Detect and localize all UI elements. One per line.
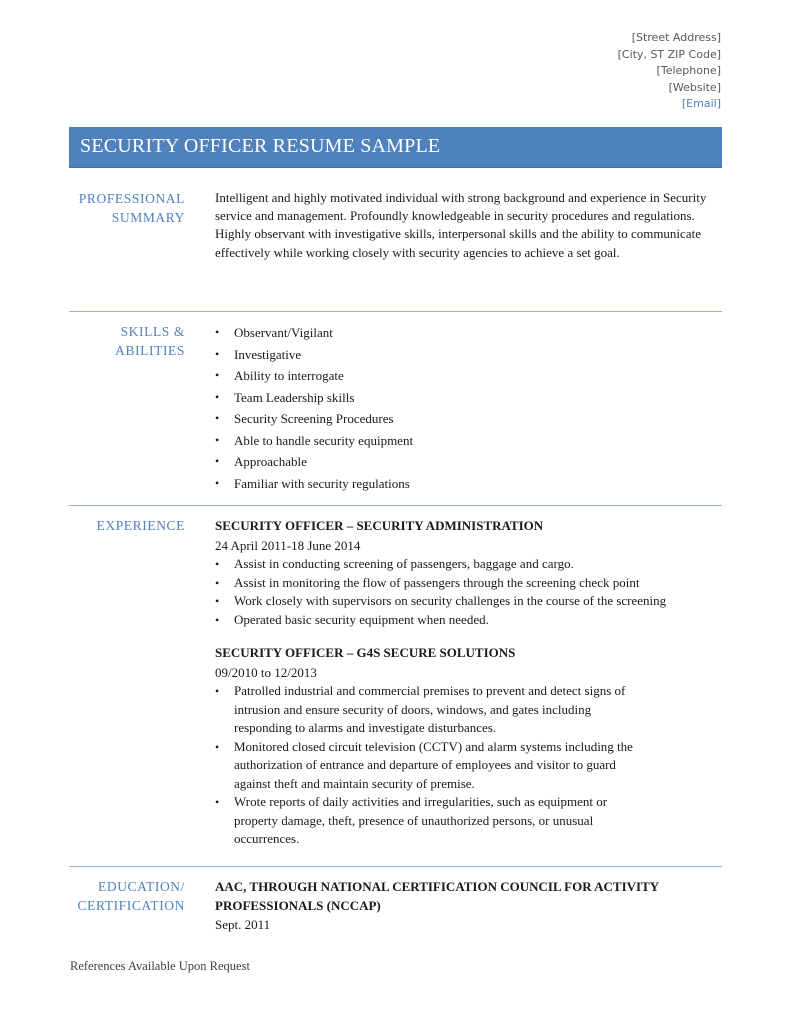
skill-item: • Able to handle security equipment [215,430,715,452]
skills-heading-line1: SKILLS & [120,324,185,339]
summary-heading [69,189,185,227]
resume-title: SECURITY OFFICER RESUME SAMPLE [80,135,441,157]
skill-item: • Approachable [215,451,715,473]
summary-text: Intelligent and highly motivated individual with strong background and experience in Security service and management. Profoundly knowledgeable in security procedures and regulations. Highly observant with investigative skills, interpersonal skills and the ability to communicate effectively while working closely with security agencies to achieve a set goal. [215,190,707,260]
education-content [215,877,715,934]
skill-item: • Security Screening Procedures [215,408,715,430]
job-entry [215,516,715,629]
contact-block [618,30,721,113]
skill-item: • Observant/Vigilant [215,322,715,344]
job-duty: • Operated basic security equipment when needed. [215,611,715,630]
education-date: Sept. 2011 [215,917,271,932]
skills-list [215,322,715,494]
job-duties-list [215,555,715,629]
summary-content [215,189,715,262]
title-banner [69,127,722,168]
telephone: [Telephone] [656,64,721,78]
job-title: SECURITY OFFICER – G4S SECURE SOLUTIONS [215,645,516,660]
education-heading-line2: CERTIFICATION [77,898,185,913]
skill-item: • Ability to interrogate [215,365,715,387]
job-duty: • Work closely with supervisors on security challenges in the course of the screening [215,592,715,611]
job-entry [215,643,715,849]
skill-item: • Team Leadership skills [215,387,715,409]
job-duty: • Wrote reports of daily activities and irregularities, such as equipment or property damage, theft, presence of unauthorized persons, or unusual occurrences. [215,793,644,849]
street-address: [Street Address] [631,31,721,44]
skill-item: • Investigative [215,344,715,366]
summary-heading-line2: SUMMARY [111,210,185,225]
skills-heading [69,322,185,360]
experience-heading-text: EXPERIENCE [96,518,185,533]
section-divider [69,311,722,312]
email-link[interactable]: [Email] [681,97,721,111]
job-title: SECURITY OFFICER – SECURITY ADMINISTRATION [215,518,544,533]
skill-item: • Familiar with security regulations [215,473,715,495]
job-duty: • Assist in conducting screening of passengers, baggage and cargo. [215,555,715,574]
job-duties-list [215,682,715,849]
city-state-zip: [City, ST ZIP Code] [617,47,721,61]
job-duty: • Monitored closed circuit television (CCTV) and alarm systems including the authorization of entrance and departure of employees and visitor to guard against theft and maintain security of premise. [215,738,644,794]
skills-content [215,322,715,494]
education-heading [69,877,185,915]
education-institution: AAC, THROUGH NATIONAL CERTIFICATION COUNCIL FOR ACTIVITY PROFESSIONALS (NCCAP) [215,879,659,913]
experience-heading [69,516,185,535]
experience-content [215,516,715,849]
job-dates: 09/2010 to 12/2013 [215,665,317,680]
website: [Website] [668,80,721,94]
summary-heading-line1: PROFESSIONAL [78,191,185,206]
section-divider [69,866,722,867]
job-duty: • Assist in monitoring the flow of passengers through the screening check point [215,574,715,593]
education-heading-line1: EDUCATION/ [98,879,185,894]
job-duty: • Patrolled industrial and commercial premises to prevent and detect signs of intrusion and ensure security of doors, windows, and gates including responding to alarms and investigate disturbances. [215,682,644,738]
job-dates: 24 April 2011-18 June 2014 [215,538,361,553]
references-note: References Available Upon Request [70,959,250,973]
section-divider [69,505,722,506]
skills-heading-line2: ABILITIES [115,343,185,358]
